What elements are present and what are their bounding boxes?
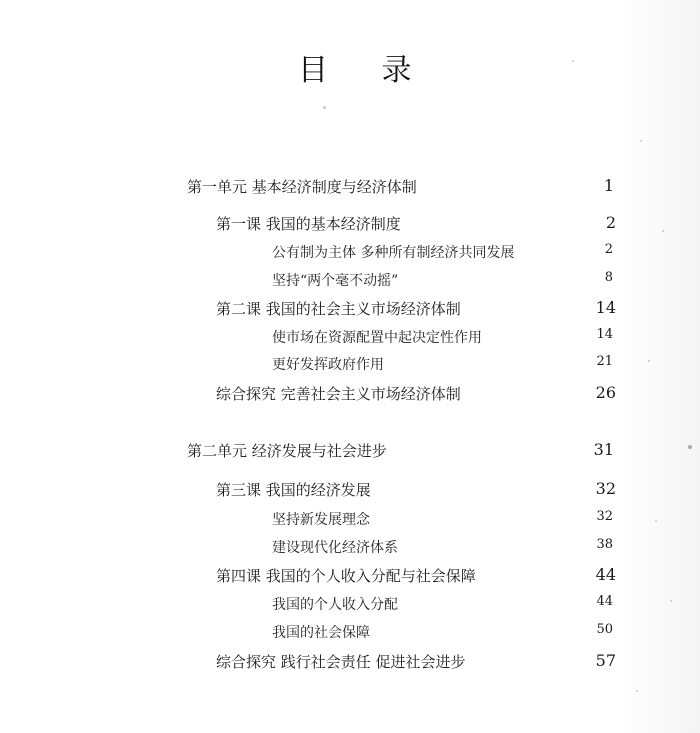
toc-entry-lesson[interactable]: [0, 479, 700, 503]
entry-title: 第四课 我国的个人收入分配与社会保障: [216, 567, 476, 585]
entry-title: 第二单元 经济发展与社会进步: [187, 442, 387, 460]
entry-title: 我国的社会保障: [272, 625, 370, 641]
entry-page-number: 14: [595, 298, 616, 317]
entry-title: 建设现代化经济体系: [272, 540, 398, 556]
toc-entry-lesson[interactable]: [0, 298, 700, 322]
toc-entry-unit[interactable]: [0, 176, 700, 200]
toc-entry-topic[interactable]: [0, 242, 700, 266]
entry-page-number: 8: [604, 270, 613, 285]
scan-speck: [662, 230, 664, 232]
entry-page-number: 31: [593, 440, 614, 459]
entry-title: 我国的个人收入分配: [272, 597, 398, 613]
entry-page-number: 1: [603, 176, 614, 195]
scan-speck: [688, 445, 692, 449]
toc-entry-lesson[interactable]: [0, 383, 700, 407]
toc-entry-lesson[interactable]: [0, 651, 700, 675]
entry-title: 第二课 我国的社会主义市场经济体制: [216, 300, 461, 318]
entry-page-number: 44: [596, 594, 613, 609]
scan-speck: [640, 140, 642, 142]
entry-title: 使市场在资源配置中起决定性作用: [272, 330, 482, 346]
toc-entry-unit[interactable]: [0, 440, 700, 464]
scan-speck: [655, 520, 657, 522]
scan-speck: [670, 600, 672, 602]
entry-title: 综合探究 完善社会主义市场经济体制: [216, 385, 461, 403]
entry-page-number: 50: [596, 622, 613, 637]
entry-page-number: 14: [596, 327, 613, 342]
entry-page-number: 57: [595, 651, 616, 670]
entry-title: 公有制为主体 多种所有制经济共同发展: [272, 245, 515, 261]
entry-page-number: 26: [595, 383, 616, 402]
entry-title: 更好发挥政府作用: [272, 357, 384, 373]
toc-entry-topic[interactable]: [0, 354, 700, 378]
entry-page-number: 32: [595, 479, 616, 498]
entry-page-number: 2: [605, 213, 616, 232]
toc-entry-topic[interactable]: [0, 594, 700, 618]
toc-entry-topic[interactable]: [0, 537, 700, 561]
scan-speck: [648, 360, 650, 362]
entry-page-number: 21: [596, 354, 613, 369]
entry-title: 综合探究 践行社会责任 促进社会进步: [216, 653, 466, 671]
toc-entry-topic[interactable]: [0, 327, 700, 351]
toc-entry-lesson[interactable]: [0, 213, 700, 237]
scan-speck: [636, 690, 638, 692]
scan-speck: [572, 60, 574, 62]
entry-page-number: 32: [596, 509, 613, 524]
toc-entry-lesson[interactable]: [0, 565, 700, 589]
entry-page-number: 2: [604, 242, 613, 257]
toc-entry-topic[interactable]: [0, 270, 700, 294]
entry-page-number: 38: [596, 537, 613, 552]
entry-page-number: 44: [595, 565, 616, 584]
toc-entry-topic[interactable]: [0, 509, 700, 533]
toc-entry-topic[interactable]: [0, 622, 700, 646]
page-title: 目 录: [298, 53, 434, 88]
entry-title: 第三课 我国的经济发展: [216, 481, 371, 499]
entry-title: 第一课 我国的基本经济制度: [216, 215, 401, 233]
scan-speck: [323, 106, 326, 109]
entry-title: 坚持新发展理念: [272, 512, 370, 528]
entry-title: 坚持“两个毫不动摇”: [272, 273, 399, 289]
entry-title: 第一单元 基本经济制度与经济体制: [187, 178, 417, 196]
